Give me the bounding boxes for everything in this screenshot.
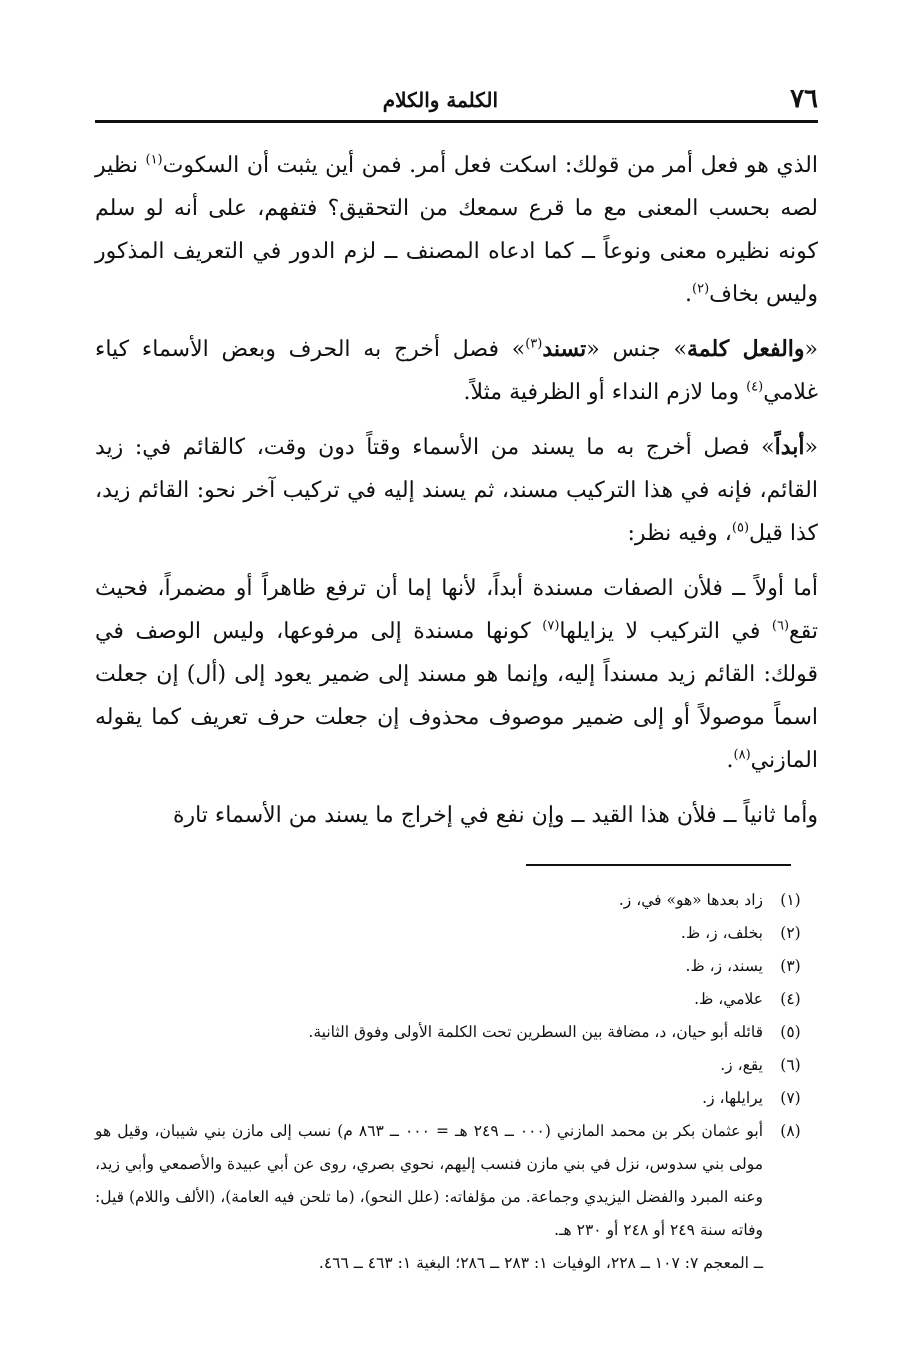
matn-term: تسند	[542, 336, 587, 362]
footnote-ref-7[interactable]: (٧)	[542, 618, 560, 634]
matn-term: أبداً	[774, 434, 805, 460]
matn-term: والفعل كلمة	[686, 336, 805, 362]
running-title: الكلمة والكلام	[382, 88, 498, 112]
footnotes	[95, 884, 818, 1280]
footnote-8-sources: ــ المعجم ٧: ١٠٧ ــ ٢٢٨، الوفيات ١: ٢٨٣ ــ ٢٨٦؛ البغية ١: ٤٦٣ ــ ٤٦٦.	[318, 1254, 763, 1272]
footnote-ref-8[interactable]: (٨)	[733, 747, 751, 763]
footnote-4: (٤) علامي، ظ.	[694, 990, 801, 1008]
paragraph-5: وأما ثانياً ــ فلأن هذا القيد ــ وإن نفع في إخراج ما يسند من الأسماء تارة	[172, 803, 818, 828]
footnote-ref-1[interactable]: (١)	[145, 152, 163, 168]
page-number: ٧٦	[790, 84, 818, 114]
footnote-1: (١) زاد بعدها «هو» في، ز.	[618, 891, 801, 909]
footnote-5: (٥) قائله أبو حيان، د، مضافة بين السطرين تحت الكلمة الأولى وفوق الثانية.	[308, 1023, 801, 1041]
paragraph-1: الذي هو فعل أمر من قولك: اسكت فعل أمر. فمن أين يثبت أن السكوت$^{(١)}$ نظير لصه بحسب المعنى مع ما قرع سمعك من التحقيق؟ فتفهم، على أنه لو سلم كونه نظيره معنى ونوعاً ــ كما ادعاه المصنف ــ لزم الدور في التعريف المذكور وليس بخاف$^{(٢)}$.	[95, 152, 818, 307]
footnote-6: (٦) يقع، ز.	[720, 1056, 801, 1074]
footnote-separator	[526, 864, 791, 866]
footnote-ref-2[interactable]: (٢)	[692, 281, 710, 297]
page-header	[95, 80, 818, 123]
main-text	[95, 144, 818, 849]
paragraph-2: «والفعل كلمة» جنس «تسند$^{(٣)}$» فصل أخرج به الحرف وبعض الأسماء كياء غلامي$^{(٤)}$ وما لازم النداء أو الظرفية مثلاً.	[95, 336, 818, 405]
footnote-ref-3[interactable]: (٣)	[525, 336, 543, 352]
footnote-ref-4[interactable]: (٤)	[746, 379, 764, 395]
footnote-2: (٢) بخلف، ز، ظ.	[680, 924, 801, 942]
paragraph-3: «أبداً» فصل أخرج به ما يسند من الأسماء وقتاً دون وقت، كالقائم في: زيد القائم، فإنه في هذا التركيب مسند، ثم يسند إليه في تركيب آخر نحو: القائم زيد، كذا قيل$^{(٥)}$، وفيه نظر:	[95, 434, 818, 546]
paragraph-4: أما أولاً ــ فلأن الصفات مسندة أبداً، لأنها إما أن ترفع ظاهراً أو مضمراً، فحيث تقع$^{(٦)}$ في التركيب لا يزايلها$^{(٧)}$ كونها مسندة إلى مرفوعها، وليس الوصف في قولك: القائم زيد مسنداً إليه، وإنما هو مسند إلى ضمير يعود إلى (أل) إن جعلت اسماً موصولاً أو إلى ضمير موصوف محذوف إن جعلت حرف تعريف كما يقوله المازني$^{(٨)}$.	[95, 576, 818, 773]
footnote-3: (٣) يسند، ز، ظ.	[685, 957, 801, 975]
footnote-ref-5[interactable]: (٥)	[731, 520, 750, 536]
footnote-7: (٧) يرايلها، ز.	[702, 1089, 801, 1107]
footnote-ref-6[interactable]: (٦)	[771, 618, 790, 634]
footnote-8: (٨) أبو عثمان بكر بن محمد المازني (٠٠٠ ــ ٢٤٩ هـ = ٠٠٠ ــ ٨٦٣ م) نسب إلى مازن بني شيبان، وقيل هو مولى بني سدوس، نزل في بني مازن فنسب إليهم، نحوي بصري، روى عن أبي عبيدة والأصمعي وأبي زيد، وعنه المبرد والفضل اليزيدي وجماعة. من مؤلفاته: (علل النحو)، (ما تلحن فيه العامة)، (الألف واللام) قيل: وفاته سنة ٢٤٩ أو ٢٤٨ أو ٢٣٠ هـ.	[95, 1122, 801, 1239]
